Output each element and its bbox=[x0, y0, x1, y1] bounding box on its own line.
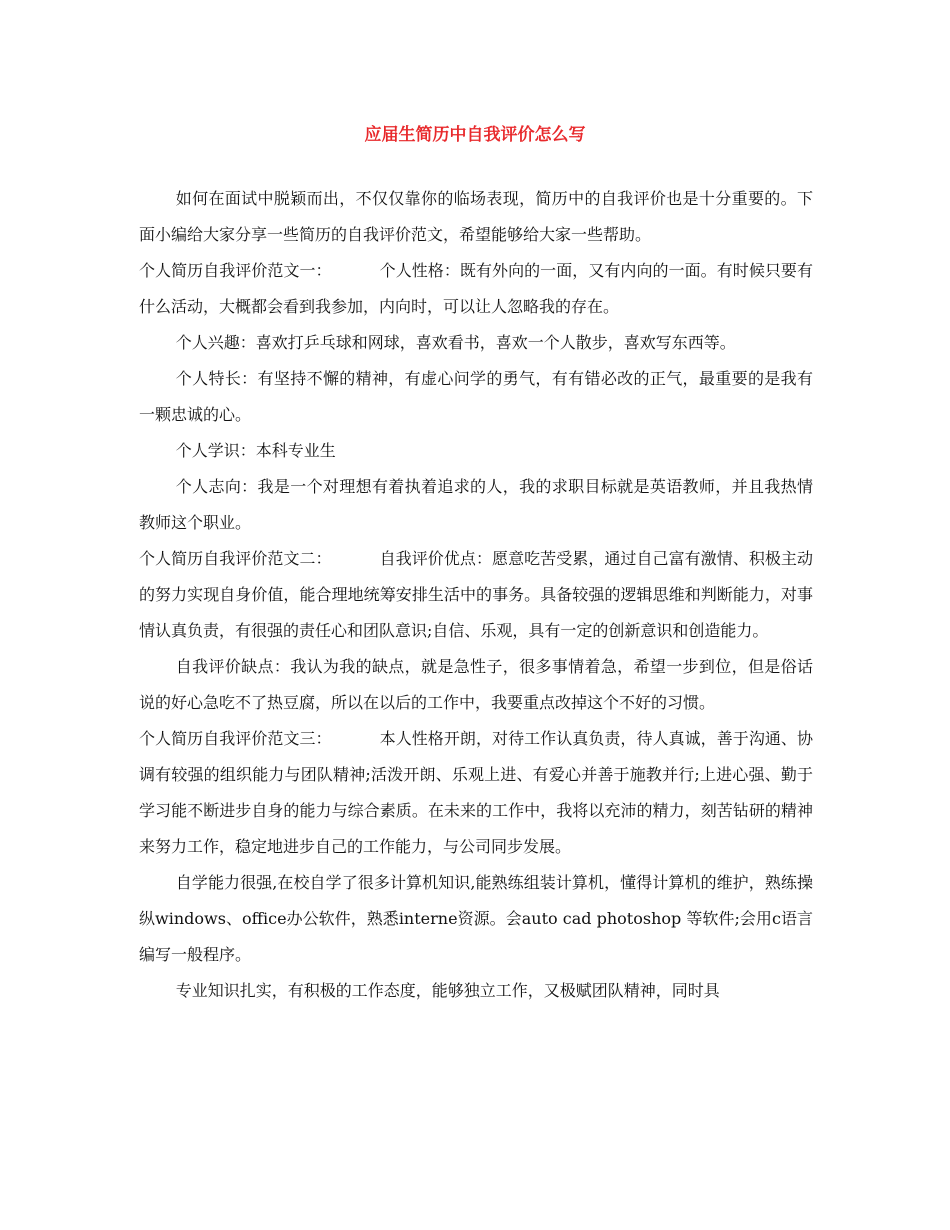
paragraph-text: 自我评价优点：愿意吃苦受累，通过自己富有激情、积极主动的努力实现自身价值，能合理地统筹安排生活中的事务。具备较强的逻辑思维和判断能力，对事情认真负责，有很强的责任心和团队意识;自信、乐观，具有一定的创新意识和创造能力。 bbox=[139, 549, 813, 640]
paragraph-strengths bbox=[139, 361, 813, 433]
paragraph-text: 如何在面试中脱颖而出，不仅仅靠你的临场表现，简历中的自我评价也是十分重要的。下面小编给大家分享一些简历的自我评价范文，希望能够给大家一些帮助。 bbox=[139, 189, 813, 244]
paragraph-text: 个人兴趣：喜欢打乒乓球和网球，喜欢看书，喜欢一个人散步，喜欢写东西等。 bbox=[175, 333, 736, 352]
paragraph-text: 专业知识扎实，有积极的工作态度，能够独立工作，又极赋团队精神，同时具 bbox=[175, 981, 720, 1000]
paragraph-interests bbox=[139, 325, 813, 361]
document-title: 应届生简历中自我评价怎么写 bbox=[364, 125, 586, 145]
document-body bbox=[139, 181, 813, 1009]
paragraph-weaknesses bbox=[139, 649, 813, 721]
paragraph-text: 自我评价缺点：我认为我的缺点，就是急性子，很多事情着急，希望一步到位，但是俗话说的好心急吃不了热豆腐，所以在以后的工作中，我要重点改掉这个不好的习惯。 bbox=[139, 657, 813, 712]
section-heading: 个人简历自我评价范文三： bbox=[139, 729, 332, 748]
section-heading: 个人简历自我评价范文二： bbox=[139, 549, 332, 568]
paragraph-education bbox=[139, 433, 813, 469]
paragraph-self-learning bbox=[139, 865, 813, 973]
paragraph-text: 本人性格开朗，对待工作认真负责，待人真诚，善于沟通、协调有较强的组织能力与团队精神;活泼开朗、乐观上进、有爱心并善于施教并行;上进心强、勤于学习能不断进步自身的能力与综合素质。在未来的工作中，我将以充沛的精力，刻苦钻研的精神来努力工作，稳定地进步自己的工作能力，与公司同步发展。 bbox=[139, 729, 813, 856]
paragraph-text: 个人性格：既有外向的一面，又有内向的一面。有时候只要有什么活动，大概都会看到我参加，内向时，可以让人忽略我的存在。 bbox=[139, 261, 813, 316]
paragraph-intro bbox=[139, 181, 813, 253]
paragraph-sample-1 bbox=[139, 253, 813, 325]
paragraph-sample-3 bbox=[139, 721, 813, 865]
paragraph-ambition bbox=[139, 469, 813, 541]
section-heading: 个人简历自我评价范文一： bbox=[139, 261, 332, 280]
paragraph-professional bbox=[139, 973, 813, 1009]
paragraph-text: 个人志向：我是一个对理想有着执着追求的人，我的求职目标就是英语教师，并且我热情教师这个职业。 bbox=[139, 477, 813, 532]
paragraph-text: 个人特长：有坚持不懈的精神，有虚心问学的勇气，有有错必改的正气，最重要的是我有一颗忠诚的心。 bbox=[139, 369, 813, 424]
paragraph-text: 个人学识：本科专业生 bbox=[175, 441, 336, 460]
paragraph-sample-2 bbox=[139, 541, 813, 649]
paragraph-text: 自学能力很强,在校自学了很多计算机知识,能熟练组装计算机，懂得计算机的维护，熟练操纵windows、office办公软件，熟悉interne资源。会auto cad photoshop 等软件;会用c语言编写一般程序。 bbox=[139, 873, 813, 964]
